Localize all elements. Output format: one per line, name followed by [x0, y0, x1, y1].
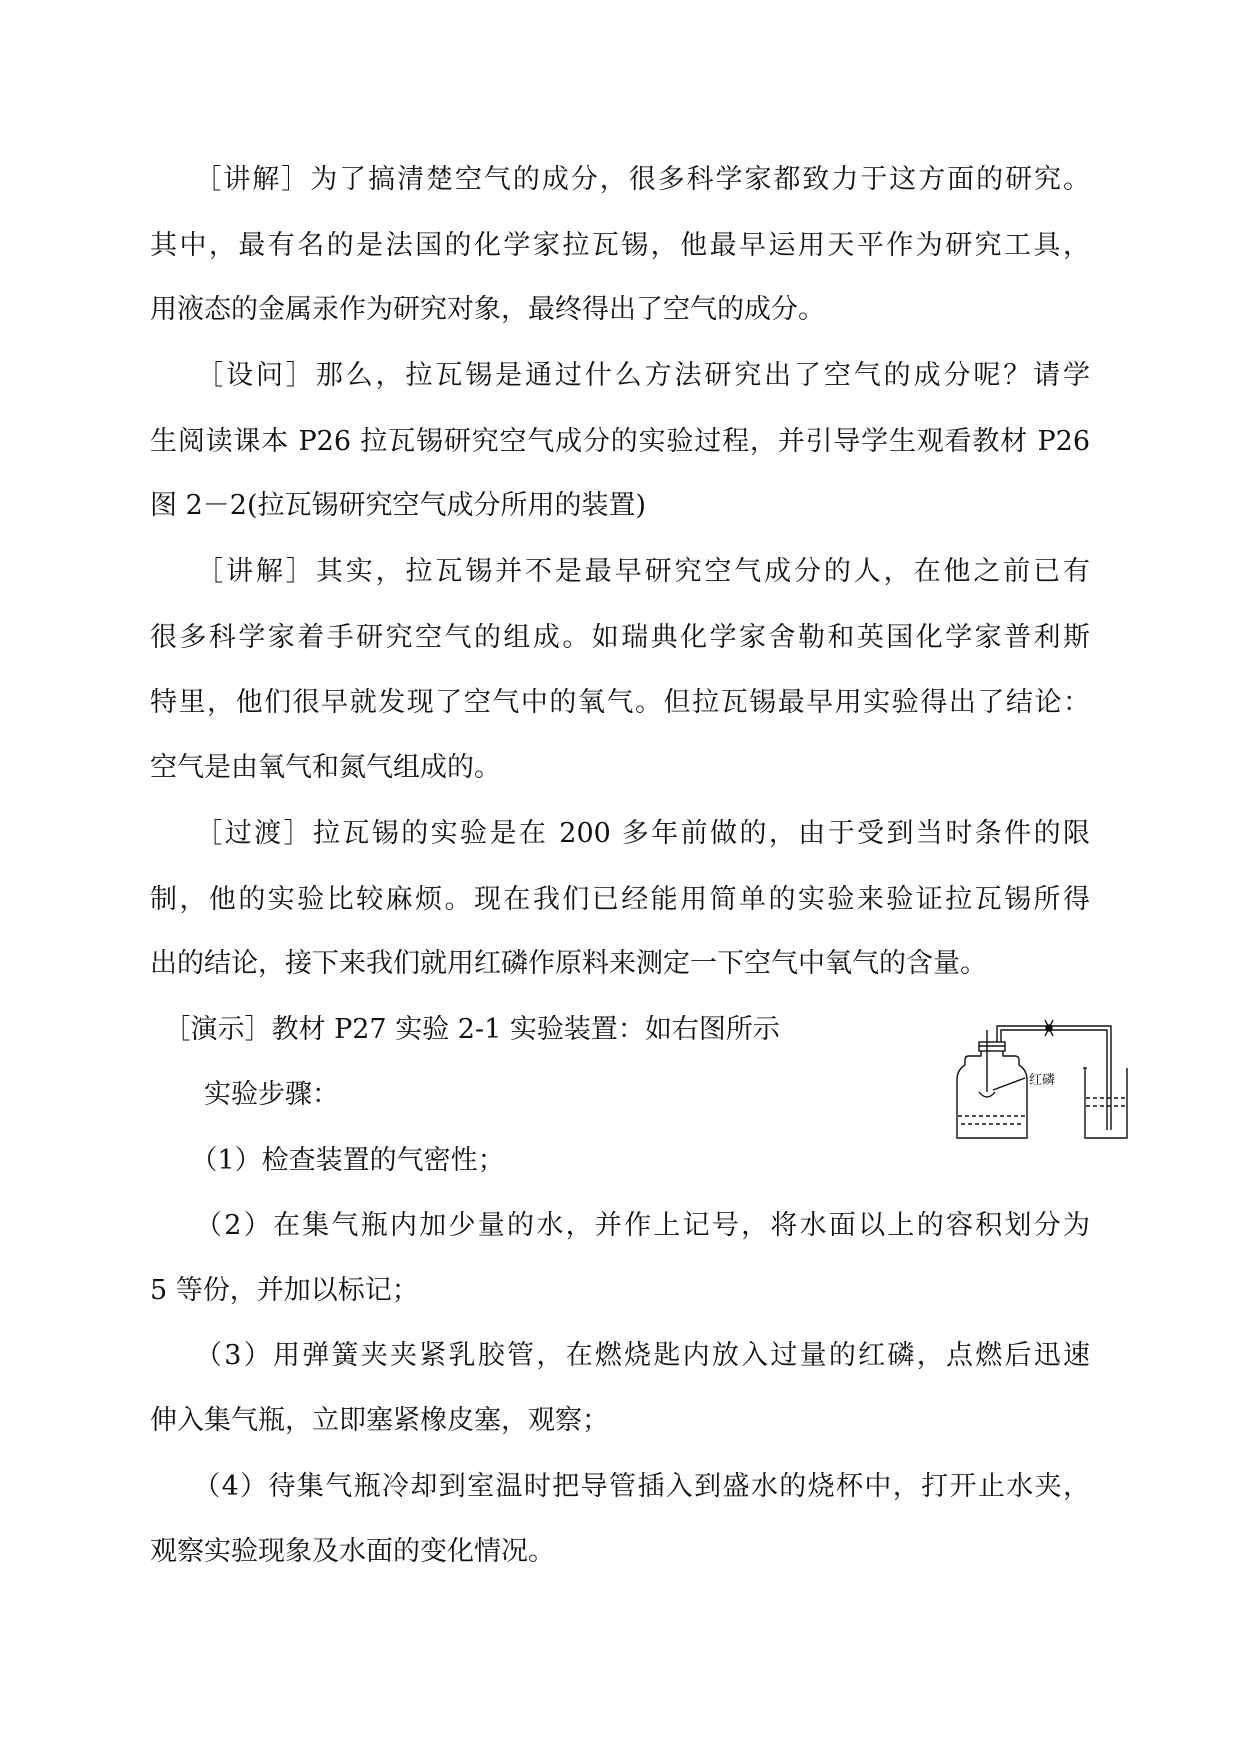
text-line: 生阅读课本 P26 拉瓦锡研究空气成分的实验过程，并引导学生观看教材 P26: [150, 426, 1090, 457]
text-line: 制，他的实验比较麻烦。现在我们已经能用简单的实验来验证拉瓦锡所得: [150, 884, 1090, 915]
text-line: 出的结论，接下来我们就用红磷作原料来测定一下空气中氧气的含量。: [150, 948, 987, 979]
text-line: （2）在集气瓶内加少量的水，并作上记号，将水面以上的容积划分为: [150, 1210, 1090, 1241]
text-line: 图 2－2(拉瓦锡研究空气成分所用的装置): [150, 490, 647, 521]
text-line: 空气是由氧气和氮气组成的。: [150, 752, 501, 783]
text-line: 其中，最有名的是法国的化学家拉瓦锡，他最早运用天平作为研究工具，: [150, 230, 1090, 261]
text-line: ［设问］那么，拉瓦锡是通过什么方法研究出了空气的成分呢？请学: [150, 360, 1090, 391]
text-line: 用液态的金属汞作为研究对象，最终得出了空气的成分。: [150, 294, 825, 325]
text-line: 5 等份，并加以标记；: [150, 1275, 419, 1306]
text-line: （4）待集气瓶冷却到室温时把导管插入到盛水的烧杯中，打开止水夹，: [150, 1471, 1090, 1502]
text-line: ［过渡］拉瓦锡的实验是在 200 多年前做的，由于受到当时条件的限: [150, 818, 1090, 849]
text-line: ［演示］教材 P27 实验 2-1 实验装置：如右图所示: [150, 1014, 780, 1045]
text-line: ［讲解］其实，拉瓦锡并不是最早研究空气成分的人，在他之前已有: [150, 556, 1090, 587]
text-line: 伸入集气瓶，立即塞紧橡皮塞，观察；: [150, 1405, 609, 1436]
text-line: 实验步骤：: [150, 1079, 339, 1110]
text-line: ［讲解］为了搞清楚空气的成分，很多科学家都致力于这方面的研究。: [150, 164, 1090, 195]
text-line: 观察实验现象及水面的变化情况。: [150, 1536, 555, 1567]
experiment-apparatus-figure: [935, 1020, 1130, 1145]
figure-label: 红磷: [1029, 1073, 1056, 1088]
text-line: 很多科学家着手研究空气的组成。如瑞典化学家舍勒和英国化学家普利斯: [150, 622, 1090, 653]
text-line: （1）检查装置的气密性；: [150, 1145, 505, 1176]
text-line: （3）用弹簧夹夹紧乳胶管，在燃烧匙内放入过量的红磷，点燃后迅速: [150, 1340, 1090, 1371]
text-line: 特里，他们很早就发现了空气中的氧气。但拉瓦锡最早用实验得出了结论：: [150, 687, 1090, 718]
